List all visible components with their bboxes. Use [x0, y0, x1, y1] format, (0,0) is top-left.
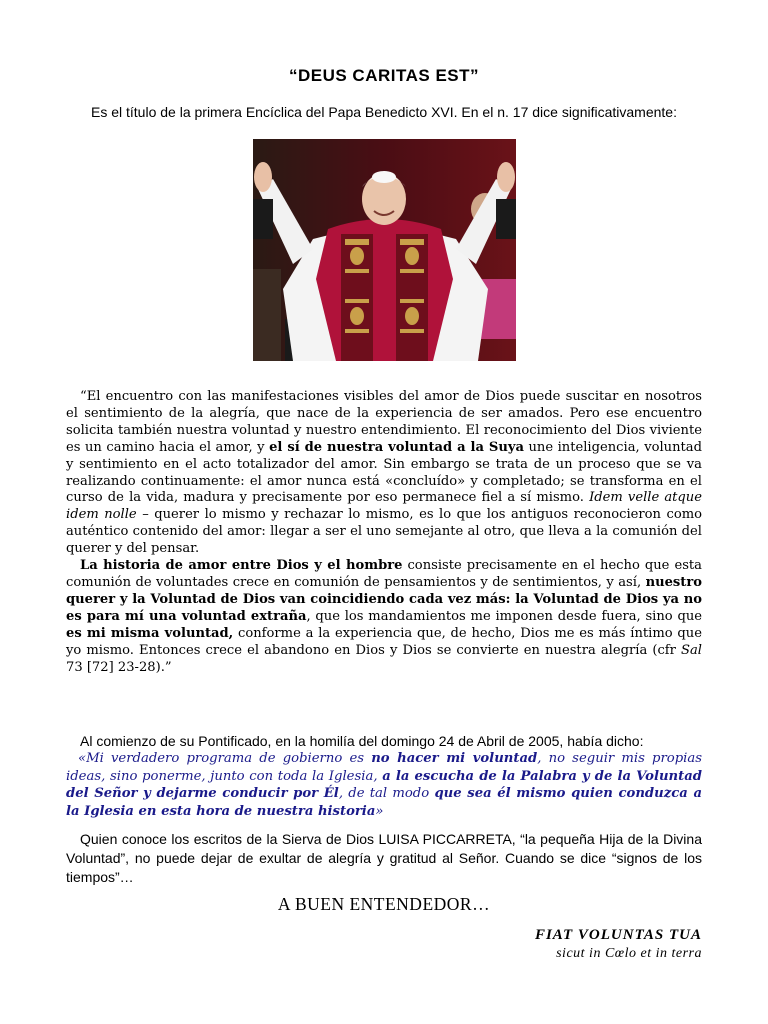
quote-text: 73 [72] 23-28).”	[66, 659, 172, 675]
pope-photo	[253, 139, 516, 361]
homily-intro: Al comienzo de su Pontificado, en la homilía del domingo 24 de Abril de 2005, había dicho:	[80, 733, 644, 749]
quote-emphasis: es mi misma voluntad,	[66, 625, 234, 641]
intro-text: Es el título de la primera Encíclica del Papa Benedicto XVI. En el n. 17 dice significativamente:	[91, 104, 677, 120]
piccarreta-paragraph: Quien conoce los escritos de la Sierva de Dios LUISA PICCARRETA, “la pequeña Hija de la Divina Voluntad”, no puede dejar de exultar de alegría y gratitud al Señor. Cuando se dice “signos de los tiempos”…	[66, 831, 702, 885]
encyclical-quote	[66, 389, 702, 676]
quote-text: consiste precisamente en el hecho que esta comunión de voluntades crece en comunión de pensamientos y de sentimientos, y así,	[66, 558, 702, 590]
homily-text: , de tal modo	[338, 786, 435, 801]
signature-sicut: sicut in Cœlo et in terra	[556, 946, 702, 961]
homily-emphasis: a la escucha de la Palabra y de la Voluntad del Señor y dejarme conducir por Él	[66, 768, 702, 801]
piccarreta-section	[66, 830, 702, 887]
homily-emphasis: no hacer mi voluntad	[371, 751, 538, 766]
quote-text: “El encuentro con las manifestaciones visibles del amor de Dios puede suscitar en nosotros el sentimiento de la alegría, que nace de la experiencia de ser amados. Pero ese encuentro solicita también nuestra voluntad y nuestro entendimiento. El reconocimiento del Dios viviente es un camino hacia el amor, y	[66, 389, 702, 455]
homily-emphasis: que sea él mismo quien conduzca a la Iglesia en esta hora de nuestra historia	[66, 786, 702, 819]
pope-benedict-xvi-photo-icon	[253, 139, 516, 361]
quote-emphasis: el sí de nuestra voluntad a la Suya	[269, 439, 524, 455]
quote-emphasis: La historia de amor entre Dios y el hombre	[80, 558, 403, 574]
latin-phrase: Idem velle atque idem nolle	[66, 490, 702, 523]
quote-text: conforme a la experiencia que, de hecho, Dios me es más íntimo que yo mismo. Entonces crece el abandono en Dios y Dios se convierte en nuestra alegría (cfr	[66, 625, 702, 658]
quote-paragraph-2	[66, 558, 702, 676]
homily-text: , no seguir mis propias ideas, sino ponerme, junto con toda la Iglesia,	[66, 751, 703, 784]
closing-line: A BUEN ENTENDEDOR…	[277, 894, 491, 914]
quote-text: , que los mandamientos me imponen desde fuera, sino que	[306, 608, 703, 624]
document-title: “DEUS CARITAS EST”	[288, 66, 480, 85]
signature-fiat: FIAT VOLUNTAS TUA	[534, 927, 702, 943]
quote-text: une inteligencia, voluntad y sentimiento en el acto totalizador del amor. Sin embargo se trata de un proceso que se va realizando continuamente: el amor nunca está «concluído» y completado; se transforma en el curso de la vida, madura y precisamente por eso permanece fiel a sí mismo.	[66, 439, 702, 506]
quote-emphasis: nuestro querer y la Voluntad de Dios van coincidiendo cada vez más: la Voluntad de Dios ya no es para mí una voluntad extraña	[66, 574, 702, 624]
quote-paragraph-1	[66, 389, 702, 558]
homily-intro-section	[66, 732, 702, 750]
homily-quote	[66, 750, 702, 820]
homily-quote-paragraph	[66, 750, 702, 820]
quote-text: – querer lo mismo y rechazar lo mismo, es lo que los antiguos reconocieron como auténtico contenido del amor: llegar a ser el uno semejante al otro, que lleva a la comunión del querer y del pensar.	[66, 507, 702, 557]
psalm-reference: Sal	[681, 642, 702, 658]
homily-text: »	[375, 803, 384, 819]
homily-text: «Mi verdadero programa de gobierno es	[78, 751, 372, 766]
